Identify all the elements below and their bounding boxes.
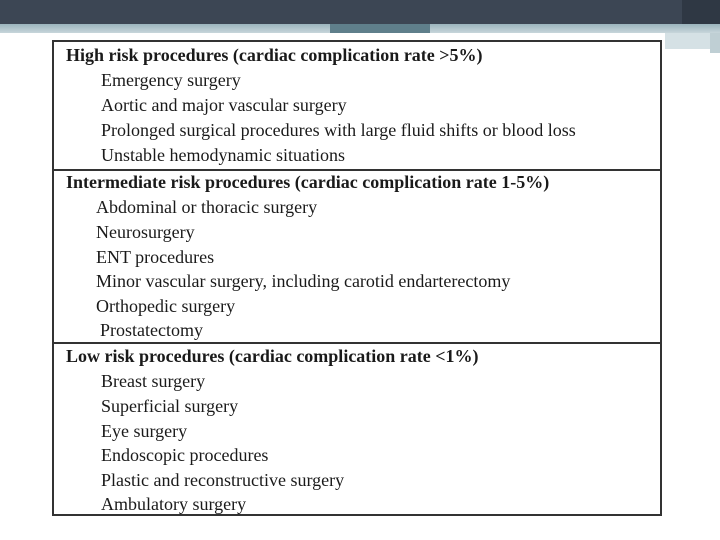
list-item: ENT procedures <box>96 247 215 267</box>
list-item: Aortic and major vascular surgery <box>101 95 347 115</box>
low-risk-section <box>54 342 660 516</box>
list-item: Eye surgery <box>101 421 188 441</box>
list-item: Unstable hemodynamic situations <box>101 145 345 165</box>
list-item: Ambulatory surgery <box>101 494 247 514</box>
slide-header-bar <box>0 0 720 24</box>
list-item: Abdominal or thoracic surgery <box>96 197 318 217</box>
intermediate-risk-section <box>54 169 660 342</box>
list-item: Endoscopic procedures <box>101 445 269 465</box>
list-item: Prostatectomy <box>100 320 203 340</box>
low-risk-heading: Low risk procedures (cardiac complication rate <1%) <box>66 346 479 366</box>
list-item: Superficial surgery <box>101 396 239 416</box>
list-item: Breast surgery <box>101 371 206 391</box>
header-accent <box>682 0 720 24</box>
list-item: Neurosurgery <box>96 222 195 242</box>
list-item: Plastic and reconstructive surgery <box>101 470 345 490</box>
cardiac-risk-table <box>52 40 662 516</box>
header-band-segment <box>330 24 430 33</box>
intermediate-risk-heading: Intermediate risk procedures (cardiac complication rate 1-5%) <box>66 172 550 192</box>
list-item: Prolonged surgical procedures with large fluid shifts or blood loss <box>101 120 576 140</box>
high-risk-heading: High risk procedures (cardiac complication rate >5%) <box>66 45 483 65</box>
list-item: Minor vascular surgery, including carotid endarterectomy <box>96 271 511 291</box>
decorative-strip-edge <box>710 33 720 53</box>
list-item: Emergency surgery <box>101 70 241 90</box>
slide-header-band <box>0 24 720 33</box>
high-risk-section <box>54 42 660 169</box>
list-item: Orthopedic surgery <box>96 296 236 316</box>
